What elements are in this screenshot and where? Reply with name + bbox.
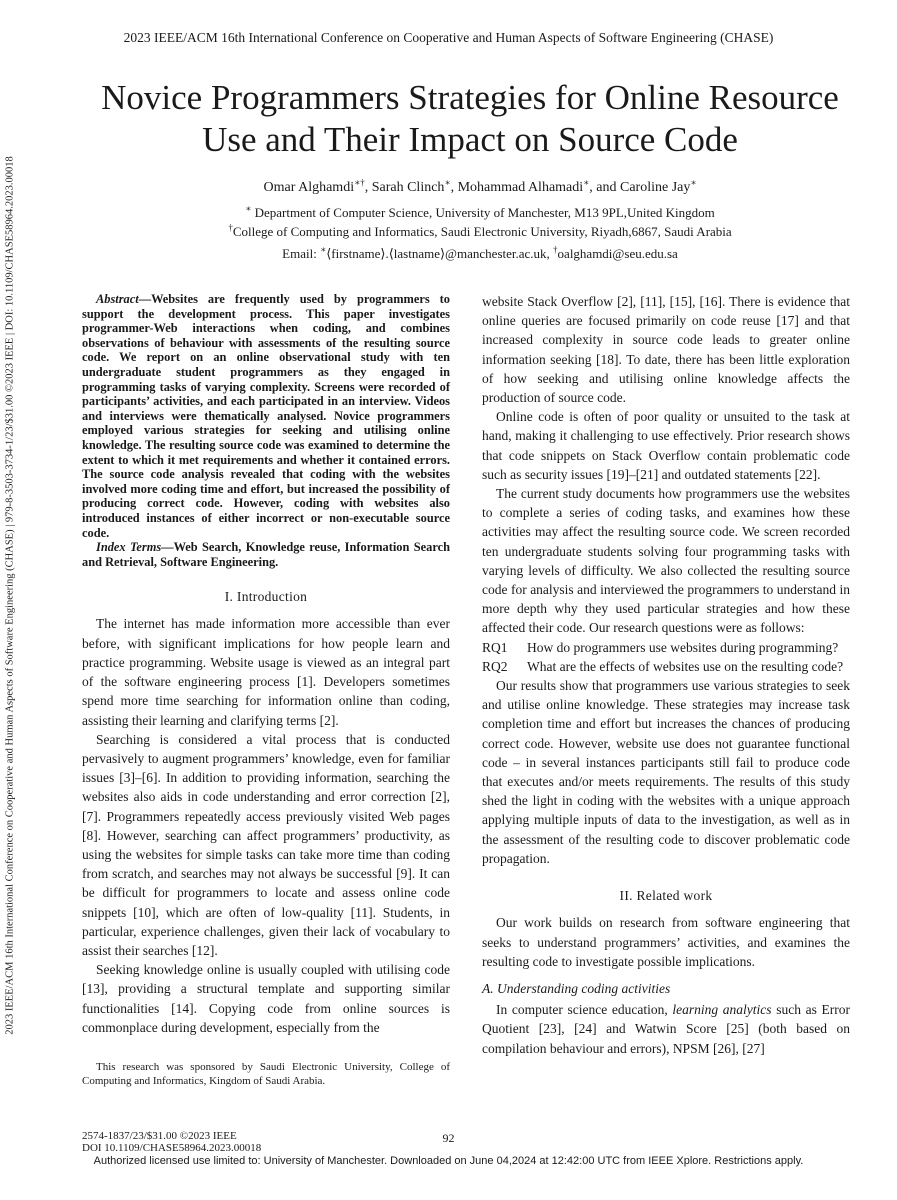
doi-line: DOI 10.1109/CHASE58964.2023.00018	[82, 1142, 262, 1154]
rq-label: RQ2	[482, 658, 508, 674]
paragraph: The internet has made information more accessible than ever before, with significant implications for how people learn and practice programming. Website usage is viewed as an integral part of the software engineering process [1]. Developers sometimes spend more time searching for information online than coding, assisting their learning and clarifying terms [2].	[82, 616, 450, 728]
license-notice: Authorized licensed use limited to: University of Manchester. Downloaded on June 04,2024 at 12:42:00 UTC from IEEE Xplore. Restrictions apply.	[93, 1155, 804, 1167]
issn-line: 2574-1837/23/$31.00 ©2023 IEEE	[82, 1130, 237, 1142]
email-line	[0, 246, 897, 262]
paragraph: The current study documents how programmers use the websites to complete a series of coding tasks, and examines how these activities may affect the resulting source code. We screen recorded ten undergraduate students solving four programming tasks with varying levels of difficulty. We also collected the resulting source code for analysis and interviewed the programmers to understand in more depth why they used particular strategies and how these affected their code. Our research questions were as follows:	[482, 486, 850, 636]
rq-text: What are the effects of websites use on the resulting code?	[527, 658, 844, 674]
paragraph-text: In computer science education,	[496, 1002, 673, 1018]
affiliation-2	[0, 224, 897, 240]
rq-label: RQ1	[482, 639, 508, 655]
rq-text: How do programmers use websites during programming?	[527, 639, 839, 655]
section-heading-related-work: II. Related work	[619, 888, 713, 904]
abstract-label: Abstract	[96, 292, 139, 306]
author-mark: ∗†	[354, 177, 365, 188]
index-terms-text: —Web Search, Knowledge reuse, Information Search and Retrieval, Software Engineering.	[82, 540, 450, 569]
research-question-1	[482, 638, 850, 657]
author-mark: ∗	[444, 177, 451, 188]
paragraph: Online code is often of poor quality or unsuited to the task at hand, making it challenging to use effectively. Prior research shows that code snippets on Stack Overflow contain problematic code such as security issues [19]–[21] and outdated statements [22].	[482, 409, 850, 482]
author-mark: ∗	[690, 177, 697, 188]
right-column	[482, 292, 850, 1058]
affiliation-text: Department of Computer Science, University of Manchester, M13 9PL,United Kingdom	[251, 205, 715, 220]
page-number: 92	[442, 1131, 455, 1145]
email-address-2: oalghamdi@seu.edu.sa	[557, 246, 678, 261]
author-list	[0, 177, 897, 196]
side-metadata: 2023 IEEE/ACM 16th International Conference on Cooperative and Human Aspects of Software Engineering (CHASE) | 979-8-3503-3734-1/23/$31.00 ©2023 IEEE | DOI: 10.1109/CHASE58964.2023.00018	[4, 156, 16, 1035]
section-heading-introduction: I. Introduction	[224, 589, 308, 605]
abstract	[82, 292, 450, 540]
affiliation-mark: †	[228, 222, 233, 233]
research-question-2	[482, 657, 850, 676]
email-prefix: Email:	[282, 246, 321, 261]
email-address-1: ⟨firstname⟩.⟨lastname⟩@manchester.ac.uk,	[326, 246, 554, 261]
email-mark: †	[553, 244, 558, 255]
emphasis-text: learning analytics	[672, 1002, 772, 1018]
author-mark: ∗	[583, 177, 590, 188]
subsection-heading: A. Understanding coding activities	[482, 980, 671, 996]
index-terms	[82, 540, 450, 569]
paragraph: Our work builds on research from software engineering that seeks to understand programmers’ activities, and examines the resulting code to investigate possible implications.	[482, 915, 850, 969]
author-name: , and Caroline Jay	[589, 180, 691, 195]
title-line-1: Novice Programmers Strategies for Online Resource	[101, 78, 839, 117]
paragraph: Our results show that programmers use various strategies to seek and utilise online knowledge. These strategies may increase task completion time and effort but increases the chances of producing correct code. However, website use does not guarantee functional code – in several instances participants still fail to produce code that executes and/or meets requirements. The results of this study shed the light in coding with the websites with a unique approach applying multiple inputs of data to the investigation, as well as in the assessment of the resulting code to discover problematic code propagation.	[482, 678, 850, 866]
paragraph: Seeking knowledge online is usually coupled with utilising code [13], providing a structural template and supporting similar functionalities [14]. Copying code from online sources is commonplace during development, especially from the	[82, 962, 450, 1035]
paper-title	[40, 77, 897, 161]
index-terms-label: Index Terms	[96, 540, 162, 555]
email-mark: ∗	[320, 244, 327, 255]
affiliation-1	[0, 205, 897, 221]
abstract-text: —Websites are frequently used by programmers to support the development process. This paper investigates programmer-Web interactions when coding, and combines observations of behaviour with assessments of the resulting source code. We report on an online observational study with ten undergraduate student programmers as they engaged in programming tasks of varying complexity. Screens were recorded of participants’ activities, and each participated in an interview. Videos and interviews were thematically analysed. Novice programmers employed various strategies for seeking and utilising online knowledge. The resulting source code was examined to determine the extent to which it met requirements and whether it contained errors. The source code analysis revealed that coding with the websites involved more coding time and effort, but increased the possibility of producing correct code. However, coding with websites also introduced instances of either incorrect or non-executable source code.	[82, 292, 450, 540]
paragraph: website Stack Overflow [2], [11], [15], [16]. There is evidence that online queries are focused primarily on code reuse [17] and that increased complexity in source code leads to greater online information seeking [18]. To date, there has been little exploration of how seeking and utilising online knowledge affects the production of source code.	[482, 294, 850, 406]
footnote: This research was sponsored by Saudi Electronic University, College of Computing and Informatics, Kingdom of Saudi Arabia.	[82, 1061, 450, 1087]
conference-header: 2023 IEEE/ACM 16th International Conference on Cooperative and Human Aspects of Software Engineering (CHASE)	[123, 30, 774, 45]
paragraph: Searching is considered a vital process that is conducted pervasively to augment programmers’ knowledge, even for familiar issues [3]–[6]. In addition to providing information, searching the websites also aids in code understanding and error correction [2], [7]. Programmers repeatedly access previously visited Web pages [8]. However, searching can affect programmers’ productivity, as using the websites for simple tasks can take more time than coding from scratch, and searches may not always be successful [9]. It can be difficult for programmers to locate and assess online code snippets [10], which are often of low-quality [11]. Students, in particular, experience challenges, given their lack of vocabulary to assist their searches [12].	[82, 731, 450, 958]
author-name: , Mohammad Alhamadi	[450, 180, 584, 195]
author-name: Omar Alghamdi	[263, 180, 355, 195]
paragraph	[482, 1000, 850, 1058]
author-name: , Sarah Clinch	[364, 180, 445, 195]
left-column	[82, 292, 450, 1037]
affiliation-mark: ∗	[245, 203, 252, 214]
paragraph-text: such as Error Quotient [23], [24] and Watwin Score [25] (both based on compilation behaviour and errors), NPSM [26], [27]	[482, 1002, 850, 1056]
affiliation-text: College of Computing and Informatics, Saudi Electronic University, Riyadh,6867, Saudi Arabia	[232, 224, 732, 239]
title-line-2: Use and Their Impact on Source Code	[202, 120, 738, 159]
